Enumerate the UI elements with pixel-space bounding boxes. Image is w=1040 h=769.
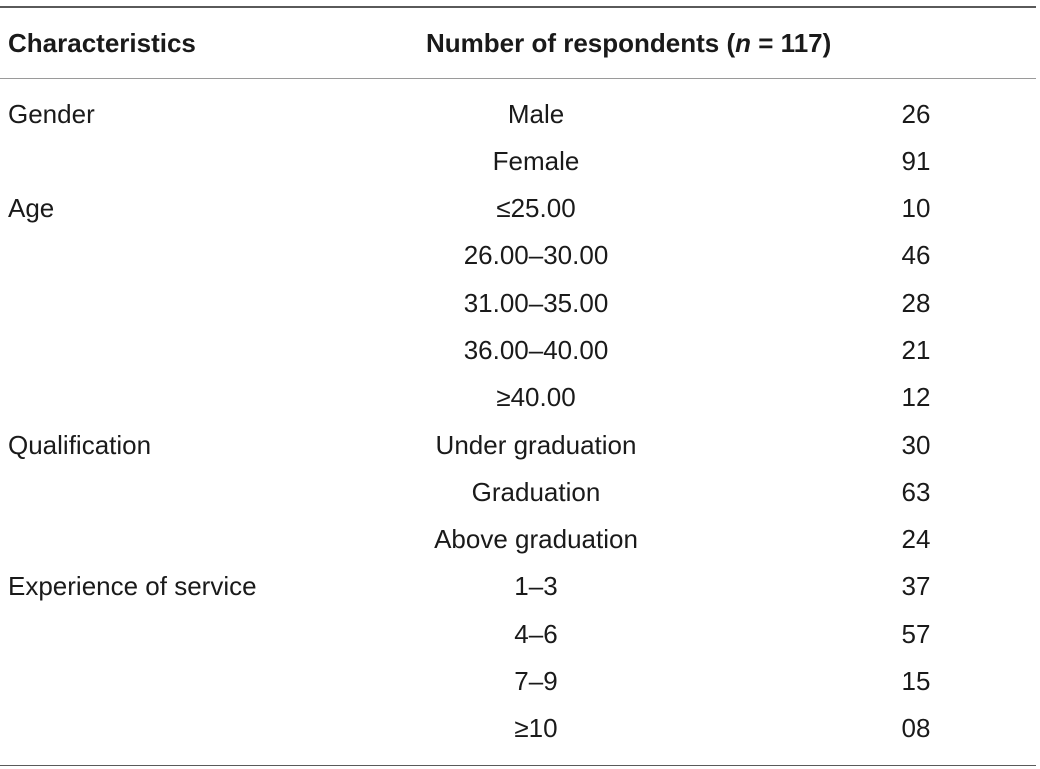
cell-category: 31.00–35.00 [463, 287, 609, 318]
table-row [0, 422, 1036, 469]
cell-category: ≥10 [514, 713, 558, 744]
cell-category: ≤25.00 [496, 193, 576, 224]
cell-characteristic: Gender [8, 98, 95, 129]
table-row [0, 138, 1036, 185]
table-bottom-rule [0, 765, 1036, 767]
cell-category: 26.00–30.00 [463, 240, 609, 271]
table-row [0, 516, 1036, 563]
cell-count: 12 [901, 382, 931, 413]
cell-count: 28 [901, 287, 931, 318]
cell-characteristic: Qualification [8, 429, 152, 460]
table-body [0, 79, 1036, 765]
header-characteristics: Characteristics [8, 27, 196, 58]
cell-count: 37 [901, 571, 931, 602]
cell-count: 15 [901, 666, 931, 697]
respondents-table [0, 6, 1036, 766]
cell-count: 63 [901, 476, 931, 507]
table-row [0, 658, 1036, 705]
cell-category: 4–6 [514, 618, 558, 649]
table-header-row [0, 8, 1036, 78]
cell-count: 10 [901, 193, 931, 224]
cell-category: Graduation [471, 476, 601, 507]
cell-count: 26 [901, 98, 931, 129]
cell-category: 36.00–40.00 [463, 334, 609, 365]
cell-count: 91 [901, 145, 931, 176]
cell-category: Female [492, 145, 580, 176]
table-row [0, 563, 1036, 610]
cell-count: 30 [901, 429, 931, 460]
cell-category: Under graduation [435, 429, 637, 460]
cell-category: Above graduation [434, 524, 638, 555]
header-suffix: = 117) [751, 27, 832, 58]
table-row [0, 374, 1036, 421]
cell-characteristic: Experience of service [8, 571, 257, 602]
table-row [0, 185, 1036, 232]
cell-count: 21 [901, 334, 931, 365]
cell-category: 1–3 [514, 571, 558, 602]
cell-category: ≥40.00 [496, 382, 576, 413]
header-number-of-respondents [426, 28, 831, 59]
table-row [0, 280, 1036, 327]
table-row [0, 611, 1036, 658]
table-row [0, 327, 1036, 374]
cell-count: 24 [901, 524, 931, 555]
table-row [0, 469, 1036, 516]
cell-count: 08 [901, 713, 931, 744]
header-prefix: Number of respondents ( [426, 27, 736, 58]
table-row [0, 91, 1036, 138]
cell-category: Male [507, 98, 565, 129]
cell-category: 7–9 [514, 666, 558, 697]
table-row [0, 705, 1036, 752]
cell-count: 46 [901, 240, 931, 271]
cell-count: 57 [901, 618, 931, 649]
header-n: n [735, 27, 752, 58]
table-row [0, 232, 1036, 279]
cell-characteristic: Age [8, 193, 55, 224]
